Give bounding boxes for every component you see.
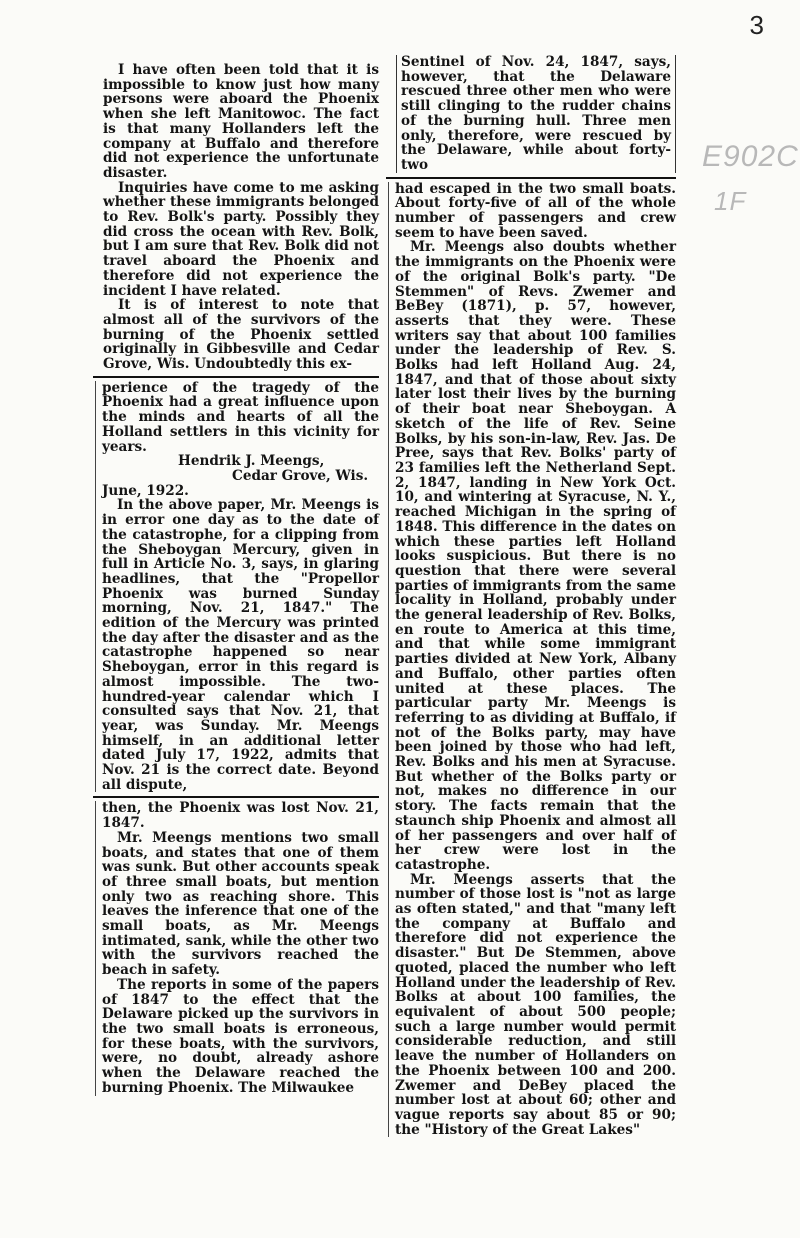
paragraph: then, the Phoenix was lost Nov. 21, 1847. [102, 800, 379, 832]
paragraph: Sentinel of Nov. 24, 1847, says, however, that the Delaware rescued three other men who were still clinging to the rudder chains of the burning hull. Three men only, therefore, were rescued by the Delaware, while about forty-two [401, 54, 671, 173]
left-column [103, 63, 379, 1096]
paragraph: I have often been told that it is impossible to know just how many persons were aboard the Phoenix when she left Manitowoc. The fact is that many Hollanders left the company at Buffalo and therefore did not experience the unfortunate disaster. [103, 62, 379, 181]
clipping-block [396, 55, 676, 173]
clipping-block [388, 182, 676, 1138]
paragraph: perience of the tragedy of the Phoenix had a great influence upon the minds and hearts of all the Holland settlers in this vicinity for years. [102, 379, 379, 455]
clipping-rule [93, 376, 379, 378]
signature-place: Cedar Grove, Wis. [232, 467, 369, 484]
paragraph: It is of interest to note that almost all of the survivors of the burning of the Phoenix settled originally in Gibbesville and Cedar Grove, Wis. Undoubtedly this ex- [103, 297, 379, 373]
signature-name: Hendrik J. Meengs, [178, 453, 325, 470]
paragraph: Inquiries have come to me asking whether these immigrants belonged to Rev. Bolk's party. Possibly they did cross the ocean with Rev. Bolk, but I am sure that Rev. Bolk did not travel aboard the Phoenix and therefore did not experience the incident I have related. [103, 179, 379, 299]
right-column [396, 55, 676, 1137]
paragraph: had escaped in the two small boats. About forty-five of all of the whole number of passengers and crew seem to have been saved. [395, 180, 676, 241]
dateline: June, 1922. [102, 482, 189, 499]
paragraph: The reports in some of the papers of 1847 to the effect that the Delaware picked up the survivors in the two small boats is erroneous, for these boats, with the survivors, were, no doubt, already ashore when the Delaware reached the burning Phoenix. The Milwaukee [102, 976, 379, 1096]
clipping-block [95, 381, 379, 793]
archive-margin-note: E902C [702, 140, 799, 173]
paragraph: Mr. Meengs also doubts whether the immigrants on the Phoenix were of the original Bolk's party. "De Stemmen" of Revs. Zwemer and BeBey (1871), p. 57, however, asserts that they were. These writers say that about 100 families under the leadership of Rev. S. Bolks had left Holland Aug. 24, 1847, and that of those about sixty later lost their lives by the burning of their boat near Sheboygan. A sketch of the life of Rev. Seine Bolks, by his son-in-law, Rev. Jas. De Pree, says that Rev. Bolks' party of 23 families left the Netherland Sept. 2, 1847, landing in New York Oct. 10, and wintering at Syracuse, N. Y., reached Michigan in the spring of 1848. This difference in the dates on which these parties left Holland looks suspicious. But there is no question that there were several parties of immigrants from the same locality in Holland, probably under the general leadership of Rev. Bolks, en route to America at this time, and that while some immigrant parties divided at New York, Albany and Buffalo, other parties often united at these places. The particular party Mr. Meengs is referring to as dividing at Buffalo, if not of the Bolks party, may have been joined by those who had left, Rev. Bolks and his men at Syracuse. But whether of the Bolks party or not, makes no difference in our story. The facts remain that the staunch ship Phoenix and almost all of her passengers and over half of her crew were lost in the catastrophe. [395, 239, 676, 873]
clipping-rule [93, 796, 379, 798]
archive-margin-subnote: 1F [714, 186, 747, 216]
paragraph: Mr. Meengs asserts that the number of those lost is "not as large as often stated," and that "many left the company at Buffalo and therefore did not experience the disaster." But De Stemmen, above quoted, placed the number who left Holland under the leadership of Rev. Bolks at about 100 families, the equivalent of about 500 people; such a large number would permit considerable reduction, and still leave the number of Hollanders on the Phoenix between 100 and 200. Zwemer and DeBey placed the number lost at about 60; other and vague reports say about 85 or 90; the "History of the Great Lakes" [395, 871, 676, 1138]
paragraph: Mr. Meengs mentions two small boats, and states that one of them was sunk. But other accounts speak of three small boats, but mention only two as reaching shore. This leaves the inference that one of the small boats, as Mr. Meengs intimated, sank, while the other two with the survivors reached the beach in safety. [102, 829, 379, 979]
page-number: 3 [749, 10, 764, 40]
clipping-block [95, 801, 379, 1095]
clipping-rule [386, 177, 676, 179]
paragraph: In the above paper, Mr. Meengs is in error one day as to the date of the catastrophe, for a clipping from the Sheboygan Mercury, given in full in Article No. 3, says, in glaring headlines, that the "Propellor Phoenix was burned Sunday morning, Nov. 21, 1847." The edition of the Mercury was printed the day after the disaster and as the catastrophe happened so near Sheboygan, error in this regard is almost impossible. The two-hundred-year calendar which I consulted says that Nov. 21, that year, was Sunday. Mr. Meengs himself, in an additional letter dated July 17, 1922, admits that Nov. 21 is the correct date. Beyond all dispute, [102, 497, 379, 793]
